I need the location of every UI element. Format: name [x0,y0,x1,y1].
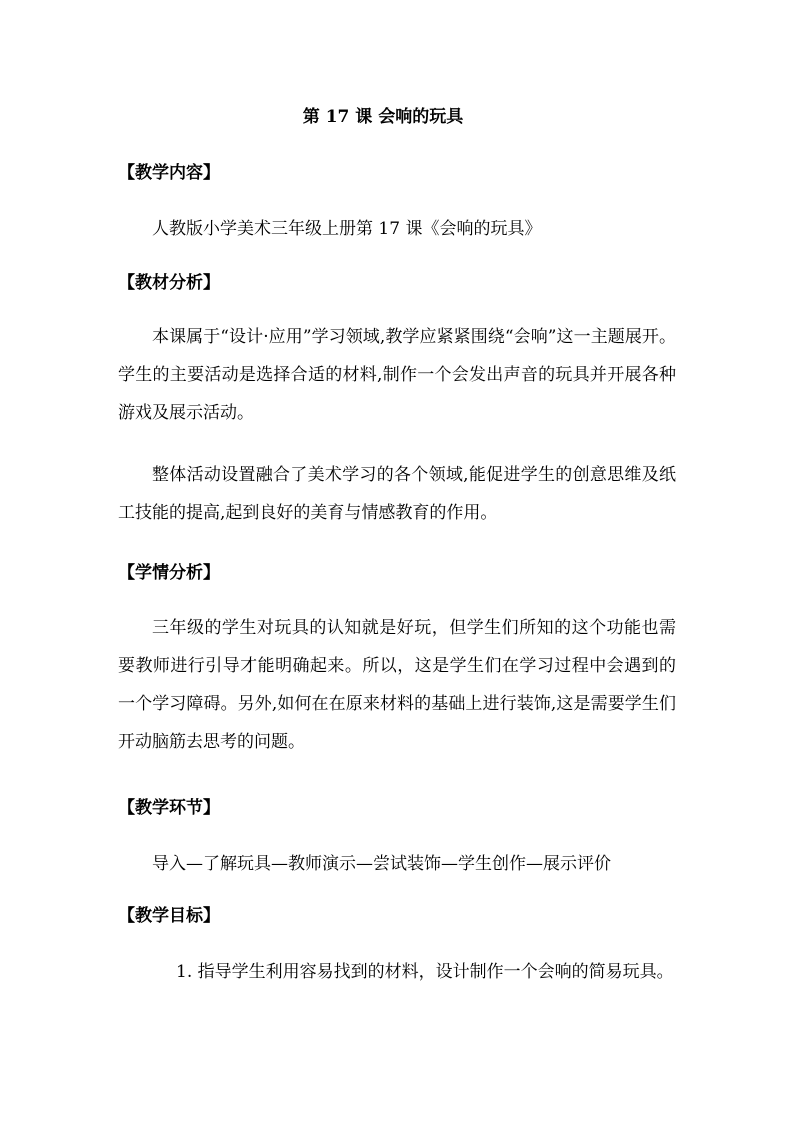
paragraph-material-analysis-2: 整体活动设置融合了美术学习的各个领域,能促进学生的创意思维及纸工技能的提高,起到良好的美育与情感教育的作用。 [118,465,676,523]
section-heading-teaching-steps: 【教学环节】 [118,798,220,818]
objective-item-1: 1. 指导学生利用容易找到的材料，设计制作一个会响的简易玩具。 [176,962,674,982]
paragraph-teaching-steps: 导入—了解玩具—教师演示—尝试装饰—学生创作—展示评价 [152,854,611,874]
lesson-title: 第 17 课 会响的玩具 [302,107,464,127]
section-heading-teaching-content: 【教学内容】 [118,163,220,183]
paragraph-material-analysis-1: 本课属于“设计·应用”学习领域,教学应紧紧围绕“会响”这一主题展开。学生的主要活动是选择合适的材料,制作一个会发出声音的玩具并开展各种游戏及展示活动。 [118,327,676,423]
paragraph-teaching-content: 人教版小学美术三年级上册第 17 课《会响的玩具》 [152,219,542,239]
section-heading-student-analysis: 【学情分析】 [118,563,220,583]
section-heading-material-analysis: 【教材分析】 [118,273,220,293]
section-heading-teaching-objectives: 【教学目标】 [118,906,220,926]
paragraph-student-analysis: 三年级的学生对玩具的认知就是好玩，但学生们所知的这个功能也需要教师进行引导才能明确起来。所以，这是学生们在学习过程中会遇到的一个学习障碍。另外,如何在在原来材料的基础上进行装饰,这是需要学生们开动脑筋去思考的问题。 [118,618,676,752]
